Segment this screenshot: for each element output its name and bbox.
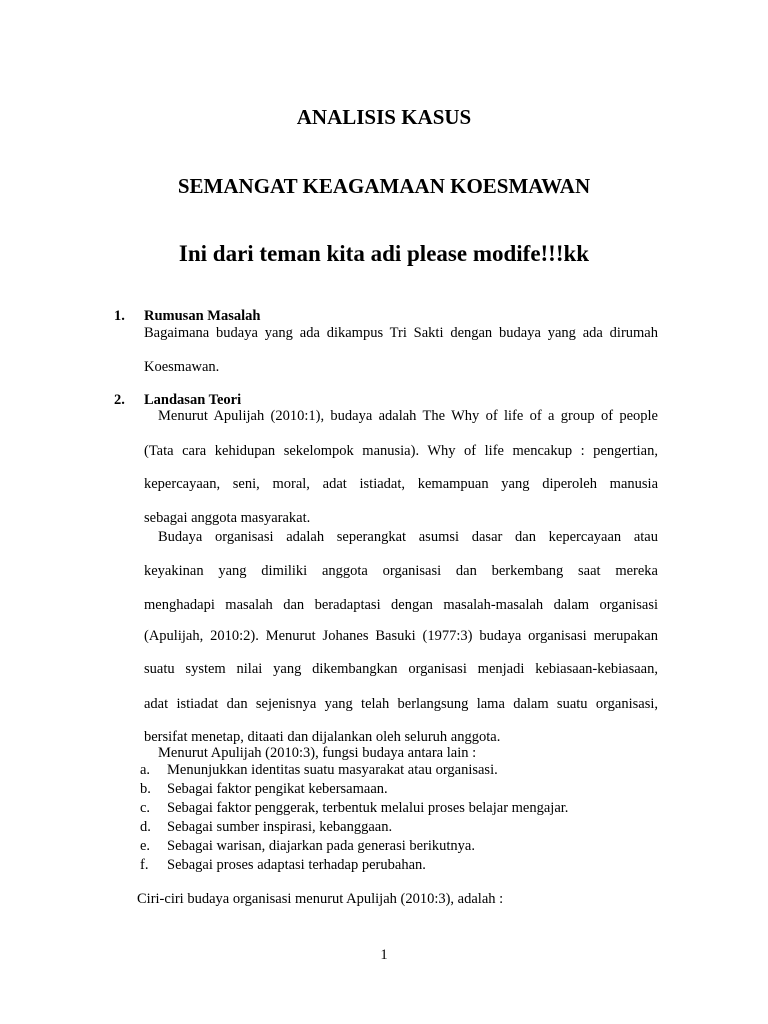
paragraph-line: Menurut Apulijah (2010:1), budaya adalah The Why of life of a group of people xyxy=(158,408,658,424)
paragraph-line: Bagaimana budaya yang ada dikampus Tri Sakti dengan budaya yang ada dirumah xyxy=(144,325,658,341)
document-note: Ini dari teman kita adi please modife!!!kk xyxy=(178,241,590,266)
section-number: 2. xyxy=(114,392,125,408)
paragraph-line: (Apulijah, 2010:2). Menurut Johanes Basuki (1977:3) budaya organisasi merupakan xyxy=(144,628,658,644)
section-number: 1. xyxy=(114,308,125,324)
paragraph-line: kepercayaan, seni, moral, adat istiadat, kemampuan yang diperoleh manusia xyxy=(144,476,658,492)
list-item: Menunjukkan identitas suatu masyarakat atau organisasi. xyxy=(167,762,498,778)
paragraph-line: adat istiadat dan sejenisnya yang telah berlangsung lama dalam suatu organisasi, xyxy=(144,696,658,712)
paragraph-line: Budaya organisasi adalah seperangkat asumsi dasar dan kepercayaan atau xyxy=(158,529,658,545)
paragraph-line: Menurut Apulijah (2010:3), fungsi budaya antara lain : xyxy=(158,745,477,761)
document-title: ANALISIS KASUS xyxy=(296,105,472,129)
list-marker: a. xyxy=(140,762,151,778)
list-item: Sebagai sumber inspirasi, kebanggaan. xyxy=(167,819,393,835)
list-item: Sebagai faktor pengikat kebersamaan. xyxy=(167,781,388,797)
list-marker: e. xyxy=(140,838,151,854)
paragraph-line: (Tata cara kehidupan sekelompok manusia). Why of life mencakup : pengertian, xyxy=(144,443,658,459)
list-marker: d. xyxy=(140,819,151,835)
list-item: Sebagai warisan, diajarkan pada generasi berikutnya. xyxy=(167,838,475,854)
page-number: 1 xyxy=(380,947,388,963)
list-marker: c. xyxy=(140,800,151,816)
paragraph-line: suatu system nilai yang dikembangkan organisasi menjadi kebiasaan-kebiasaan, xyxy=(144,661,658,677)
paragraph-line: bersifat menetap, ditaati dan dijalankan oleh seluruh anggota. xyxy=(144,729,501,745)
section-heading: Landasan Teori xyxy=(144,392,242,408)
document-subtitle: SEMANGAT KEAGAMAAN KOESMAWAN xyxy=(177,174,591,198)
paragraph-line: sebagai anggota masyarakat. xyxy=(144,510,311,526)
paragraph-line: Ciri-ciri budaya organisasi menurut Apulijah (2010:3), adalah : xyxy=(137,891,504,907)
section-heading: Rumusan Masalah xyxy=(144,308,261,324)
paragraph-line: menghadapi masalah dan beradaptasi dengan masalah-masalah dalam organisasi xyxy=(144,597,658,613)
list-item: Sebagai faktor penggerak, terbentuk melalui proses belajar mengajar. xyxy=(167,800,569,816)
paragraph-line: keyakinan yang dimiliki anggota organisasi dan berkembang saat mereka xyxy=(144,563,658,579)
paragraph-line: Koesmawan. xyxy=(144,359,220,375)
list-item: Sebagai proses adaptasi terhadap perubahan. xyxy=(167,857,426,873)
list-marker: f. xyxy=(140,857,149,873)
list-marker: b. xyxy=(140,781,151,797)
